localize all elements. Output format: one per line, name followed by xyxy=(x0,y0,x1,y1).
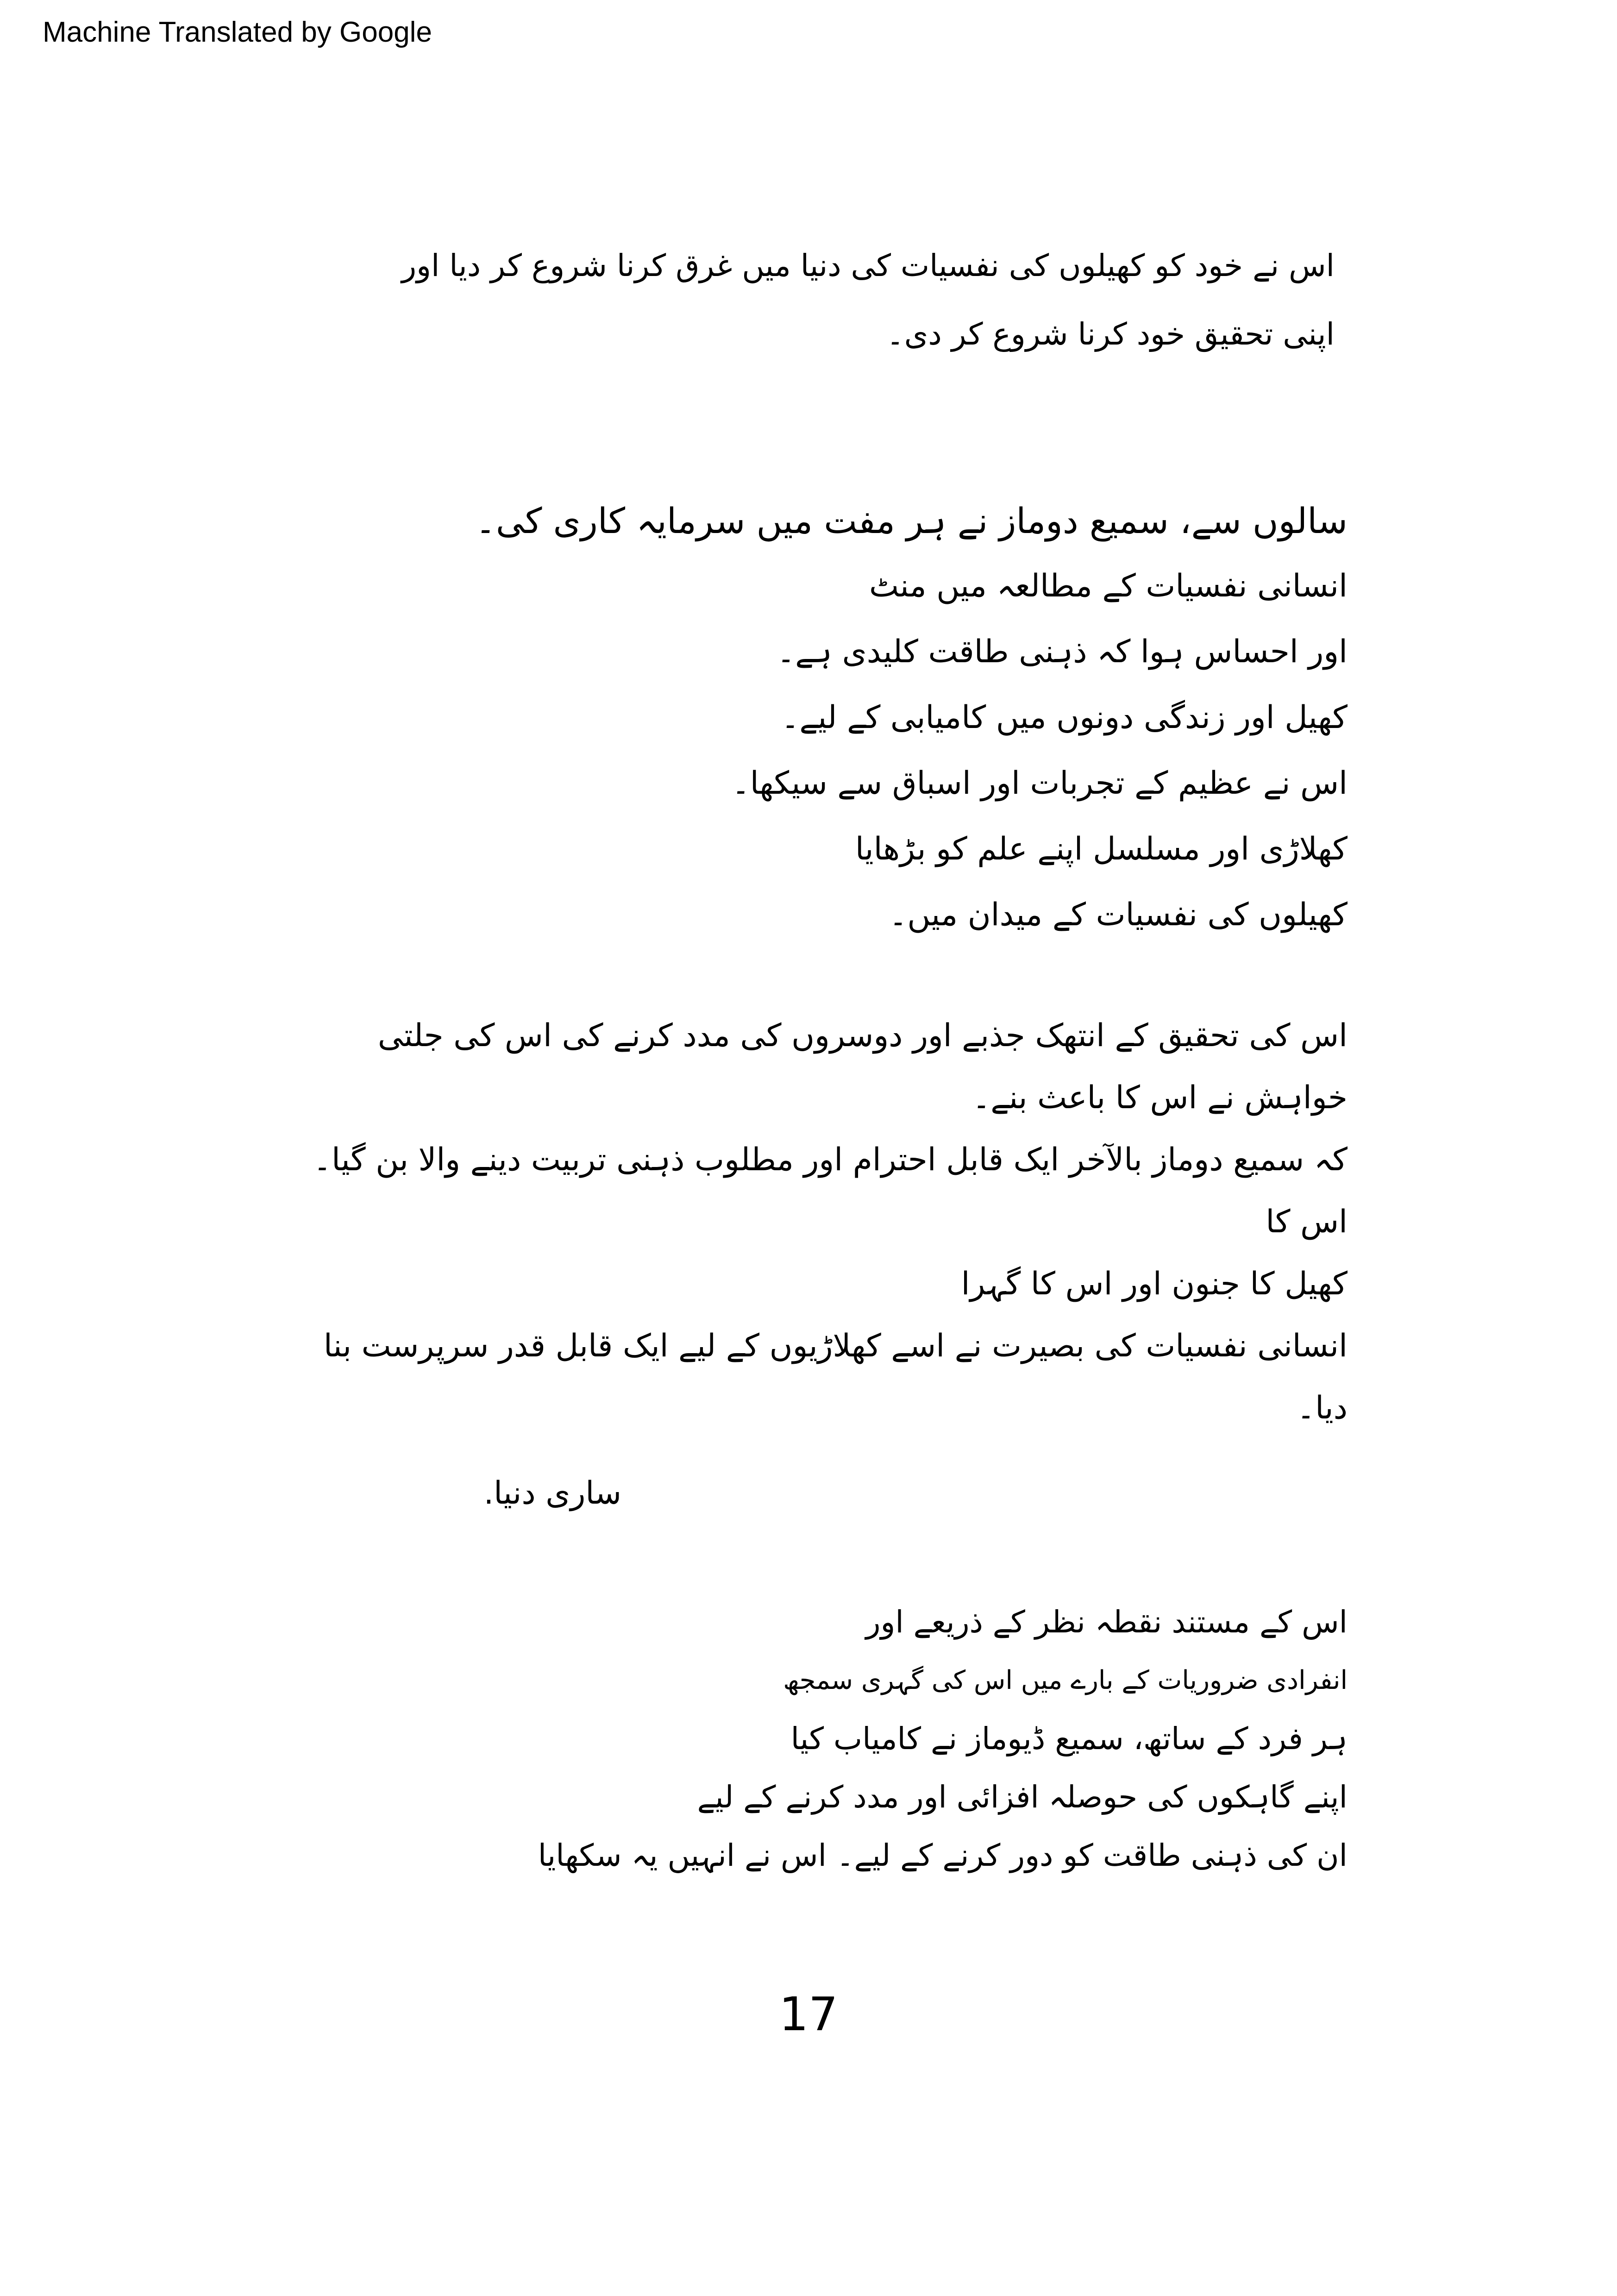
paragraph-3-line-2: کہ سمیع دوماز بالآخر ایک قابل احترام اور مطلوب ذہنی تربیت دینے والا بن گیا۔ اس کا xyxy=(313,1142,1348,1240)
paragraph-4 xyxy=(282,1593,1348,1885)
paragraph-3-tail-text: ساری دنیا. xyxy=(483,1475,621,1512)
machine-translation-note: Machine Translated by Google xyxy=(43,16,432,48)
heading-text: سالوں سے، سمیع دوماز نے ہر مفت میں سرمایہ کاری کی۔ xyxy=(475,500,1348,541)
paragraph-2-line-1: انسانی نفسیات کے مطالعہ میں منٹ xyxy=(869,568,1348,604)
paragraph-2-heading xyxy=(282,491,1348,551)
paragraph-3-line-4: انسانی نفسیات کی بصیرت نے اسے کھلاڑیوں کے لیے ایک قابل قدر سرپرست بنا دیا۔ xyxy=(323,1328,1348,1426)
paragraph-4-line-2: انفرادی ضروریات کے بارے میں اس کی گہری سمجھ xyxy=(783,1665,1348,1695)
paragraph-2-line-5: کھلاڑی اور مسلسل اپنے علم کو بڑھایا xyxy=(855,831,1348,867)
paragraph-2-line-4: اس نے عظیم کے تجربات اور اسباق سے سیکھا۔ xyxy=(731,765,1348,802)
paragraph-1-line-2: اپنی تحقیق خود کرنا شروع کر دی۔ xyxy=(886,316,1335,352)
paragraph-2-line-2: اور احساس ہوا کہ ذہنی طاقت کلیدی ہے۔ xyxy=(777,634,1348,670)
paragraph-2-line-6: کھیلوں کی نفسیات کے میدان میں۔ xyxy=(889,897,1348,933)
paragraph-1 xyxy=(270,232,1335,369)
paragraph-4-line-1: اس کے مستند نقطہ نظر کے ذریعے اور xyxy=(865,1604,1348,1640)
paragraph-1-line-1: اس نے خود کو کھیلوں کی نفسیات کی دنیا میں غرق کرنا شروع کر دیا اور xyxy=(401,248,1335,283)
paragraph-3 xyxy=(269,1005,1348,1439)
page-number: 17 xyxy=(779,1987,838,2041)
paragraph-4-line-4: اپنے گاہکوں کی حوصلہ افزائی اور مدد کرنے کے لیے xyxy=(697,1779,1348,1815)
paragraph-2-line-3: کھیل اور زندگی دونوں میں کامیابی کے لیے۔ xyxy=(781,699,1348,736)
paragraph-3-line-3: کھیل کا جنون اور اس کا گہرا xyxy=(961,1266,1348,1302)
paragraph-3-tail xyxy=(297,1463,621,1524)
paragraph-2 xyxy=(282,553,1348,948)
paragraph-4-line-5: ان کی ذہنی طاقت کو دور کرنے کے لیے۔ اس نے انہیں یہ سکھایا xyxy=(538,1838,1348,1873)
paragraph-4-line-3: ہر فرد کے ساتھ، سمیع ڈیوماز نے کامیاب کیا xyxy=(790,1721,1348,1757)
paragraph-3-line-1: اس کی تحقیق کے انتھک جذبے اور دوسروں کی مدد کرنے کی اس کی جلتی خواہش نے اس کا باعث بنے۔ xyxy=(377,1017,1348,1116)
